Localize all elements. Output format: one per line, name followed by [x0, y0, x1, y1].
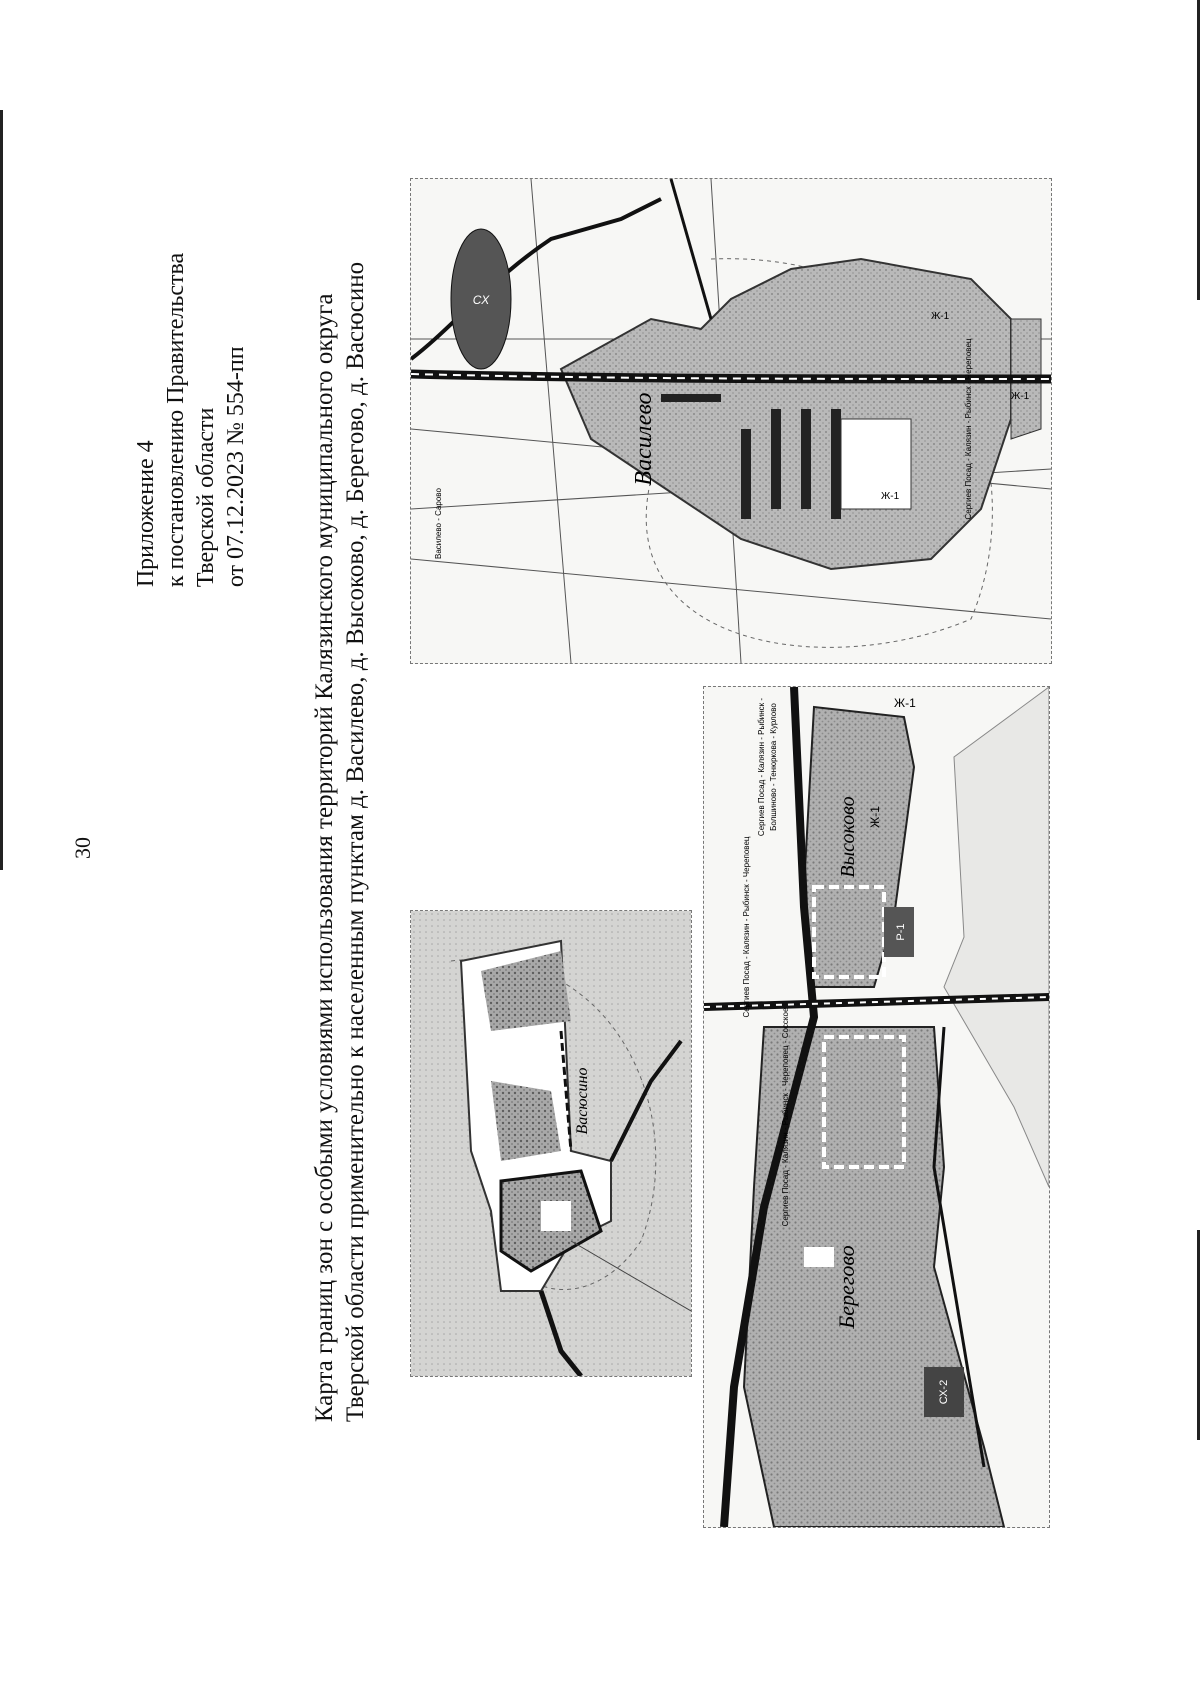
zone-label-2: Ж-1: [931, 311, 950, 322]
river: [944, 687, 1049, 1187]
north-road: [671, 179, 711, 319]
zone-label-p1: Р-1: [895, 923, 907, 941]
settlement-area-middle: [491, 1081, 561, 1161]
white-field: [841, 419, 911, 509]
appendix-line-1: Приложение 4: [133, 440, 159, 588]
map-vasyusino-drawing: [411, 911, 691, 1376]
zone-label-sx: СХ: [472, 293, 490, 307]
main-road: [411, 374, 1051, 379]
zone-label-cx2: СХ-2: [938, 1379, 950, 1405]
road-label-4: Болшиново - Тенюркова - Курлово: [769, 703, 778, 831]
settlement-label-beregovo: Берегово: [834, 1245, 859, 1329]
map-title: [309, 262, 371, 1422]
settlement-label-vasyusino: Васюсино: [574, 1067, 591, 1135]
title-line-2: Тверской области применительно к населенным пунктам д. Василево, д. Высоково, д. Берегово, д. Васюсино: [342, 261, 369, 1423]
white-plot-b1: [804, 1247, 834, 1267]
appendix-line-3: Тверской области: [193, 407, 219, 588]
road-label-vasilevo-2: Василево - Сарово: [434, 488, 443, 559]
settlement-area-vasilevo: [561, 259, 1011, 569]
settlement-label-vasilevo: Василево: [631, 392, 657, 486]
zone-label-1: Ж-1: [881, 491, 900, 502]
title-line-1: Карта границ зон с особыми условиями использования территорий Калязинского муниципального округа: [311, 293, 338, 1423]
road-label-3: Сергиев Посад - Калязин - Рыбинск -: [757, 697, 766, 837]
appendix-line-2: к постановлению Правительства: [163, 252, 189, 588]
appendix-header: [131, 253, 251, 587]
map-vasilevo-drawing: [411, 179, 1051, 663]
road-label-2: Сергиев Посад - Калязин - Рыбинск - Череповец - Сосское: [781, 1007, 790, 1227]
appendix-line-4: от 07.12.2023 № 554-пп: [223, 346, 249, 588]
zone-label-3: Ж-1: [1011, 391, 1030, 402]
map-vasyusino: [410, 910, 692, 1377]
page-number: 30: [70, 837, 95, 859]
zone-label-zh1-vysokovo: Ж-1: [868, 806, 882, 828]
scan-edge-left: [0, 110, 3, 870]
road-label-vasilevo: Сергиев Посад - Калязин - Рыбинск - Череповец: [964, 338, 973, 520]
white-plot: [541, 1201, 571, 1231]
road-label-1: Сергиев Посад - Калязин - Рыбинск - Череповец: [742, 836, 751, 1018]
zone-label-zh1-misc: Ж-1: [894, 696, 916, 710]
map-vysokovo-beregovo-drawing: [704, 687, 1049, 1527]
map-vasilevo: [410, 178, 1052, 664]
map-vysokovo-beregovo: [703, 686, 1050, 1528]
settlement-label-vysokovo: Высоково: [837, 796, 859, 878]
